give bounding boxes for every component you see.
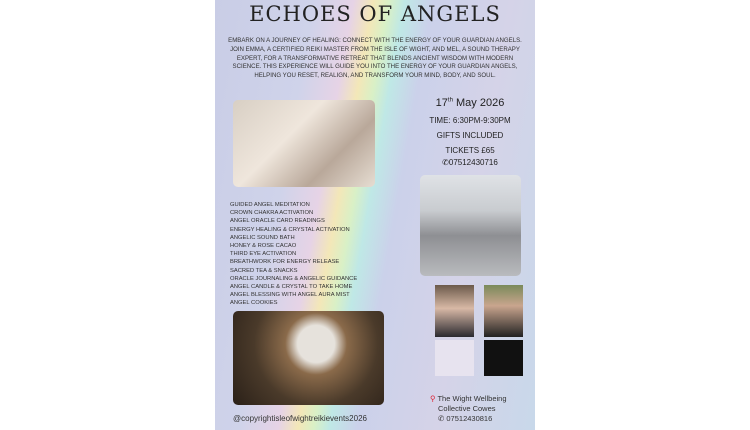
logo-reiki [435, 340, 474, 376]
poster-title: ECHOES OF ANGELS [249, 2, 501, 26]
location-pin-icon: ⚲ [430, 394, 436, 403]
host-photo-emma [435, 285, 474, 337]
oracle-cards-photo [233, 100, 375, 187]
copyright-text: @copyrightisleofwightreikievents2026 [233, 414, 367, 423]
singing-bowl-photo [233, 311, 384, 405]
intro-text: EMBARK ON A JOURNEY OF HEALING: CONNECT WITH THE ENERGY OF YOUR GUARDIAN ANGELS. JOIN EMMA, A CERTIFIED REIKI MASTER FROM THE ISLE OF WIGHT, AND MEL, A SOUND THERAPY EXPERT, FOR A TRANSFORMATIVE RETREAT THAT BLENDS ANCIENT WISDOM WITH MODERN SCIENCE. THIS EXPERIENCE WILL GUIDE YOU INTO THE ENERGY OF YOUR GUARDIAN ANGELS, HELPING YOU RESET, REALIGN, AND TRANSFORM YOUR MIND, BODY, AND SOUL. [228, 37, 522, 80]
phone-icon: ✆ [438, 414, 445, 423]
phone-icon: ✆ [442, 158, 449, 167]
host-photo-mel [484, 285, 523, 337]
logo-sound-therapy [484, 340, 523, 376]
event-phone: ✆07512430716 [442, 158, 498, 167]
activities-list: GUIDED ANGEL MEDITATION CROWN CHAKRA ACTIVATION ANGEL ORACLE CARD READINGS ENERGY HEALING & CRYSTAL ACTIVATION ANGELIC SOUND BATH HONEY & ROSE CACAO THIRD EYE ACTIVATION BREATHWORK FOR ENERGY RELEASE SACRED TEA & SNACKS ORACLE JOURNALING & ANGELIC GUIDANCE ANGEL CANDLE & CRYSTAL TO TAKE HOME ANGEL BLESSING WITH ANGEL AURA MIST ANGEL COOKIES [230, 202, 358, 307]
ticket-price: TICKETS £65 [445, 146, 495, 155]
venue-room-photo [420, 175, 521, 276]
venue-info: ⚲ The Wight Wellbeing Collective Cowes ✆ 07512430816 [430, 394, 507, 423]
event-date: 17th May 2026 [435, 97, 505, 109]
event-poster [215, 0, 535, 430]
event-time: TIME: 6:30PM-9:30PM [429, 116, 511, 125]
gifts-included: GIFTS INCLUDED [436, 131, 504, 140]
